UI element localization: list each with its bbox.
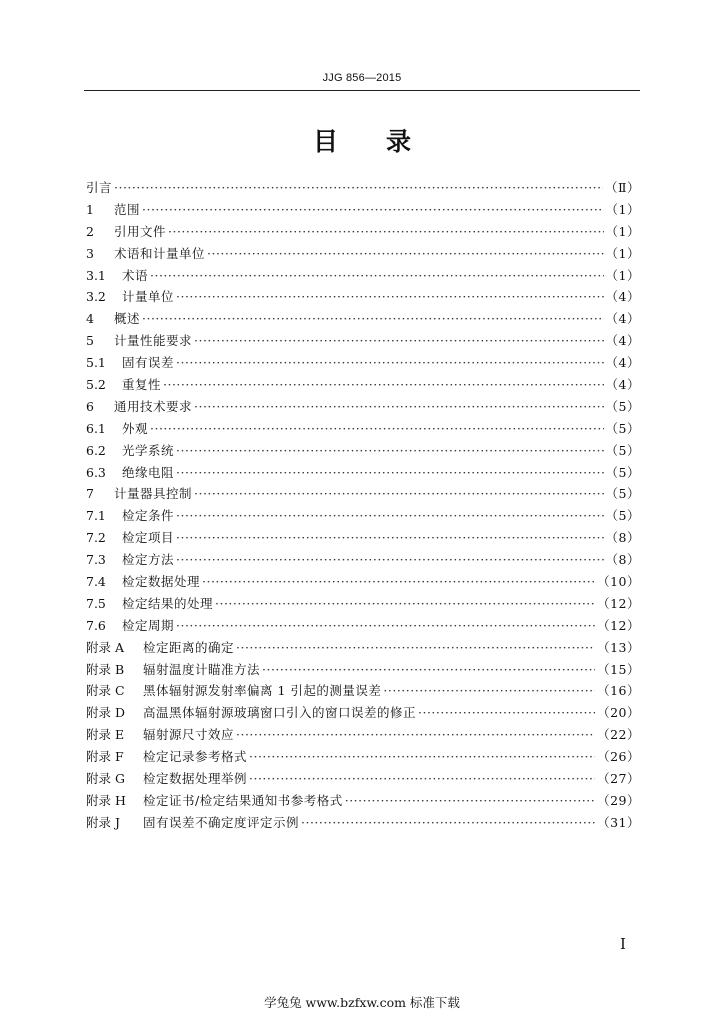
toc-dot-leader xyxy=(383,680,595,702)
toc-entry[interactable] xyxy=(86,746,640,768)
table-of-contents xyxy=(86,177,640,834)
toc-entry-page: （4） xyxy=(605,355,640,371)
toc-entry-number: 7 xyxy=(86,486,94,502)
toc-entry[interactable] xyxy=(86,440,640,462)
toc-entry-title: 引言 xyxy=(86,180,113,195)
toc-entry-page: （1） xyxy=(605,201,640,217)
toc-entry-title: 固有误差不确定度评定示例 xyxy=(143,814,300,830)
toc-entry[interactable] xyxy=(86,221,640,243)
toc-entry-page: （5） xyxy=(605,508,640,524)
toc-entry-number: 附录 A xyxy=(86,639,125,655)
toc-dot-leader xyxy=(176,615,595,637)
toc-entry-page: （1） xyxy=(605,245,640,261)
toc-dot-leader xyxy=(207,243,604,265)
toc-entry-number: 3.2 xyxy=(86,289,106,305)
toc-entry-page: （1） xyxy=(605,267,640,283)
toc-dot-leader xyxy=(418,702,595,724)
toc-entry-title: 检定条件 xyxy=(122,508,175,524)
toc-dot-leader xyxy=(194,483,604,505)
toc-entry[interactable] xyxy=(86,396,640,418)
toc-entry-number: 7.1 xyxy=(86,508,106,524)
toc-entry-title: 检定项目 xyxy=(122,530,175,546)
toc-entry-number: 7.4 xyxy=(86,574,106,590)
toc-entry-page: （5） xyxy=(605,420,640,436)
toc-entry-number: 7.6 xyxy=(86,617,106,633)
toc-entry-number: 2 xyxy=(86,223,94,239)
toc-entry-number: 7.2 xyxy=(86,530,106,546)
toc-entry[interactable] xyxy=(86,243,640,265)
page-number: I xyxy=(620,935,626,953)
toc-entry-page: （5） xyxy=(605,486,640,502)
toc-dot-leader xyxy=(176,527,604,549)
toc-entry[interactable] xyxy=(86,790,640,812)
toc-dot-leader xyxy=(301,812,595,834)
toc-entry-page: （4） xyxy=(605,333,640,349)
toc-entry-number: 7.3 xyxy=(86,552,106,568)
toc-entry-title: 术语 xyxy=(122,267,149,283)
toc-dot-leader xyxy=(142,308,604,330)
toc-entry-title: 检定数据处理 xyxy=(122,574,201,590)
toc-entry-number: 附录 E xyxy=(86,727,125,743)
toc-dot-leader xyxy=(236,637,595,659)
toc-entry-page: （4） xyxy=(605,377,640,393)
toc-entry-page: （29） xyxy=(597,792,640,808)
toc-entry-title: 计量器具控制 xyxy=(114,486,193,502)
toc-entry-page: （12） xyxy=(597,617,640,633)
toc-entry-title: 检定记录参考格式 xyxy=(143,749,248,765)
toc-entry-number: 6.1 xyxy=(86,420,106,436)
toc-dot-leader xyxy=(345,790,595,812)
toc-entry[interactable] xyxy=(86,199,640,221)
toc-dot-leader xyxy=(114,177,603,199)
toc-entry-title: 计量单位 xyxy=(122,289,175,305)
toc-entry[interactable] xyxy=(86,527,640,549)
toc-entry-number: 附录 H xyxy=(86,792,126,808)
toc-entry[interactable] xyxy=(86,483,640,505)
toc-dot-leader xyxy=(150,265,604,287)
toc-dot-leader xyxy=(249,746,595,768)
toc-entry[interactable] xyxy=(86,462,640,484)
toc-dot-leader xyxy=(168,221,604,243)
toc-entry-title: 绝缘电阻 xyxy=(122,464,175,480)
toc-entry-number: 附录 B xyxy=(86,661,125,677)
toc-entry-page: （5） xyxy=(605,398,640,414)
toc-entry-number: 5.1 xyxy=(86,355,106,371)
toc-dot-leader xyxy=(215,593,595,615)
toc-entry-page: （15） xyxy=(597,661,640,677)
toc-entry-page: （1） xyxy=(605,223,640,239)
toc-entry[interactable] xyxy=(86,374,640,396)
toc-entry-title: 引用文件 xyxy=(114,223,167,239)
toc-entry-title: 辐射源尺寸效应 xyxy=(143,727,235,743)
title-char-1: 目 xyxy=(312,127,338,156)
toc-dot-leader xyxy=(236,724,595,746)
toc-entry-title: 检定方法 xyxy=(122,552,175,568)
toc-entry[interactable] xyxy=(86,177,640,199)
title-char-2: 录 xyxy=(386,127,412,156)
document-header xyxy=(84,66,640,91)
toc-entry[interactable] xyxy=(86,680,640,702)
toc-entry-number: 4 xyxy=(86,311,94,327)
toc-dot-leader xyxy=(176,440,604,462)
toc-entry-page: （16） xyxy=(597,683,640,699)
toc-entry-page: （22） xyxy=(597,727,640,743)
toc-entry-number: 3.1 xyxy=(86,267,106,283)
toc-entry[interactable] xyxy=(86,812,640,834)
toc-entry[interactable] xyxy=(86,571,640,593)
toc-entry-page: （8） xyxy=(605,530,640,546)
toc-entry-title: 计量性能要求 xyxy=(114,333,193,349)
toc-entry[interactable] xyxy=(86,549,640,571)
watermark-footer: 学兔兔 www.bzfxw.com 标准下载 xyxy=(264,995,460,1010)
toc-dot-leader xyxy=(176,549,604,571)
toc-entry[interactable] xyxy=(86,505,640,527)
toc-entry-number: 5 xyxy=(86,333,94,349)
toc-entry[interactable] xyxy=(86,265,640,287)
toc-entry-number: 3 xyxy=(86,245,94,261)
toc-dot-leader xyxy=(163,374,604,396)
toc-entry-page: （12） xyxy=(597,595,640,611)
toc-entry-number: 附录 D xyxy=(86,705,125,721)
toc-entry-number: 7.5 xyxy=(86,595,106,611)
toc-entry-page: （26） xyxy=(597,749,640,765)
toc-entry-page: （8） xyxy=(605,552,640,568)
toc-entry-page: （10） xyxy=(597,574,640,590)
toc-dot-leader xyxy=(194,330,604,352)
toc-entry-title: 术语和计量单位 xyxy=(114,245,206,261)
toc-entry[interactable] xyxy=(86,286,640,308)
toc-entry-number: 5.2 xyxy=(86,377,106,393)
toc-entry-number: 附录 C xyxy=(86,683,125,699)
toc-entry-page: （4） xyxy=(605,289,640,305)
toc-entry[interactable] xyxy=(86,637,640,659)
toc-entry-title: 黑体辐射源发射率偏离 1 引起的测量误差 xyxy=(143,683,382,699)
toc-entry[interactable] xyxy=(86,352,640,374)
toc-entry-page: （13） xyxy=(597,639,640,655)
toc-entry-title: 范围 xyxy=(114,201,141,217)
page-title xyxy=(0,122,724,158)
toc-entry-title: 检定结果的处理 xyxy=(122,595,214,611)
toc-entry-title: 通用技术要求 xyxy=(114,398,193,414)
toc-entry[interactable] xyxy=(86,615,640,637)
toc-dot-leader xyxy=(176,462,604,484)
standard-code: JJG 856—2015 xyxy=(322,72,402,84)
toc-entry[interactable] xyxy=(86,330,640,352)
toc-entry-number: 6.2 xyxy=(86,442,106,458)
toc-entry-number: 附录 G xyxy=(86,771,125,787)
toc-dot-leader xyxy=(262,659,595,681)
toc-entry-page: （5） xyxy=(605,442,640,458)
toc-entry-title: 固有误差 xyxy=(122,355,175,371)
toc-entry-page: （5） xyxy=(605,464,640,480)
toc-entry[interactable] xyxy=(86,659,640,681)
toc-entry[interactable] xyxy=(86,768,640,790)
toc-dot-leader xyxy=(142,199,604,221)
toc-entry-page: （31） xyxy=(597,814,640,830)
toc-entry[interactable] xyxy=(86,418,640,440)
toc-entry-title: 辐射温度计瞄准方法 xyxy=(143,661,261,677)
toc-entry-page: （4） xyxy=(605,311,640,327)
toc-entry-number: 1 xyxy=(86,201,94,217)
toc-dot-leader xyxy=(176,505,604,527)
toc-dot-leader xyxy=(176,286,604,308)
toc-entry-title: 检定距离的确定 xyxy=(143,639,235,655)
toc-entry-title: 外观 xyxy=(122,420,149,436)
toc-entry-title: 检定周期 xyxy=(122,617,175,633)
toc-entry-page: （20） xyxy=(597,705,640,721)
toc-entry-page: （27） xyxy=(597,771,640,787)
toc-entry-title: 检定证书/检定结果通知书参考格式 xyxy=(143,792,343,808)
toc-entry-title: 重复性 xyxy=(122,377,162,393)
toc-entry-number: 6 xyxy=(86,398,94,414)
toc-entry[interactable] xyxy=(86,308,640,330)
toc-entry[interactable] xyxy=(86,702,640,724)
toc-entry-title: 光学系统 xyxy=(122,442,175,458)
toc-entry-page: （Ⅱ） xyxy=(605,180,640,195)
toc-entry-number: 附录 J xyxy=(86,814,120,830)
toc-entry-number: 附录 F xyxy=(86,749,124,765)
toc-dot-leader xyxy=(150,418,604,440)
toc-dot-leader xyxy=(249,768,595,790)
toc-entry-title: 高温黑体辐射源玻璃窗口引入的窗口误差的修正 xyxy=(143,705,417,721)
toc-entry-title: 检定数据处理举例 xyxy=(143,771,248,787)
toc-entry[interactable] xyxy=(86,593,640,615)
toc-dot-leader xyxy=(176,352,604,374)
toc-dot-leader xyxy=(202,571,595,593)
toc-entry-title: 概述 xyxy=(114,311,141,327)
toc-entry-number: 6.3 xyxy=(86,464,106,480)
toc-entry[interactable] xyxy=(86,724,640,746)
toc-dot-leader xyxy=(194,396,604,418)
